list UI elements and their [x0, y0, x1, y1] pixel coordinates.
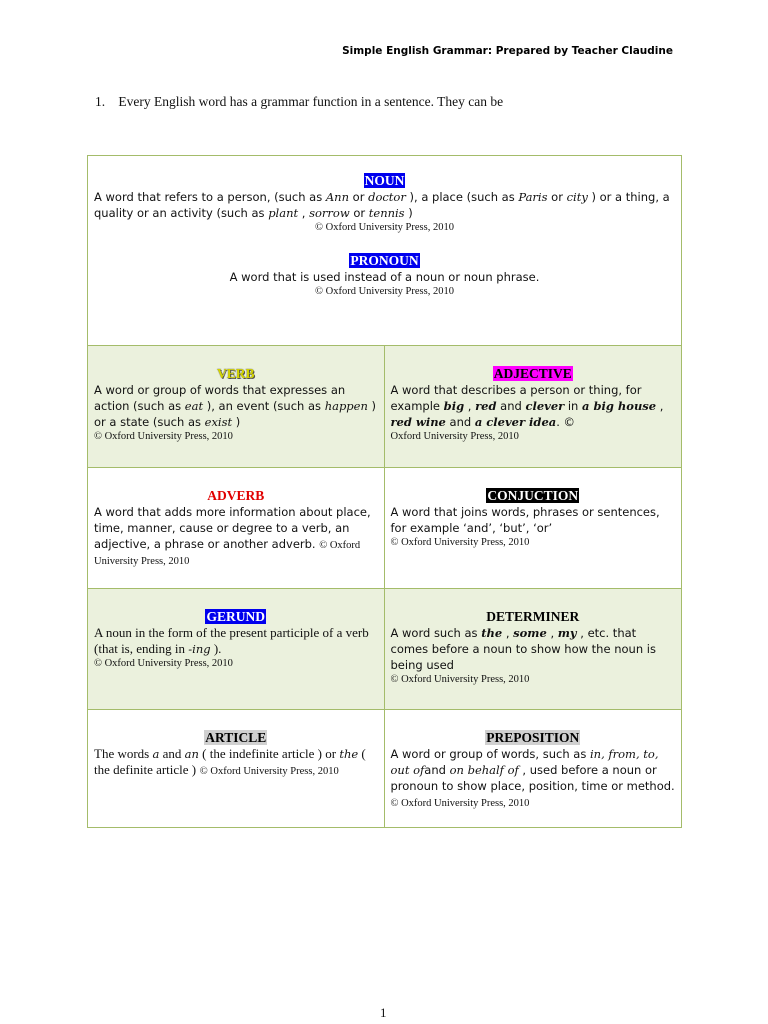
- preposition-definition: A word or group of words, such as in, from, to, out ofand on behalf of , used before a noun or pronoun to show place, position, time or method. © Oxford University Press, 2010: [390, 747, 675, 809]
- gerund-term: GERUND: [206, 609, 265, 624]
- verb-cell: [88, 346, 385, 467]
- pronoun-citation: © Oxford University Press, 2010: [315, 286, 454, 297]
- adjective-term: ADJECTIVE: [493, 366, 572, 381]
- table-row: [88, 468, 681, 589]
- gerund-definition: A noun in the form of the present participle of a verb (that is, ending in -ing ).: [94, 625, 369, 656]
- determiner-definition: A word such as the , some , my , etc. that comes before a noun to show how the noun is being used: [390, 626, 656, 672]
- noun-pronoun-cell: [88, 156, 681, 346]
- noun-term: NOUN: [364, 173, 405, 188]
- gerund-citation: © Oxford University Press, 2010: [94, 658, 233, 669]
- noun-citation: © Oxford University Press, 2010: [315, 222, 454, 233]
- determiner-cell: [385, 589, 682, 709]
- pronoun-term: PRONOUN: [350, 253, 419, 268]
- article-definition: The words a and an ( the indefinite article ) or the ( the definite article ) © Oxford University Press, 2010: [94, 746, 366, 777]
- list-number: 1.: [95, 94, 106, 109]
- gerund-cell: [88, 589, 385, 709]
- grammar-table: [87, 155, 682, 828]
- adjective-cell: [385, 346, 682, 467]
- adjective-definition: A word that describes a person or thing, for example big , red and clever in a big house , red wine and a clever idea. ©: [390, 383, 664, 429]
- page-number: 1: [380, 1005, 387, 1020]
- preposition-term: PREPOSITION: [486, 730, 580, 745]
- article-term: ARTICLE: [205, 730, 267, 745]
- adverb-cell: [88, 468, 385, 588]
- adverb-term: ADVERB: [207, 488, 265, 503]
- conjunction-definition: A word that joins words, phrases or sentences, for example ‘and’, ‘but’, ‘or’: [390, 505, 660, 535]
- noun-definition: A word that refers to a person, (such as Ann or doctor ), a place (such as Paris or city ) or a thing, a quality or an activity (such as plant , sorrow or tennis ): [94, 190, 670, 220]
- adjective-citation: Oxford University Press, 2010: [390, 431, 519, 442]
- verb-citation: © Oxford University Press, 2010: [94, 431, 233, 442]
- determiner-term: DETERMINER: [486, 609, 580, 624]
- adverb-definition: A word that adds more information about place, time, manner, cause or degree to a verb, an adjective, a phrase or another adverb. © Oxford University Press, 2010: [94, 505, 371, 567]
- preposition-cell: [385, 710, 682, 827]
- conjunction-citation: © Oxford University Press, 2010: [390, 537, 530, 548]
- page-header: Simple English Grammar: Prepared by Teacher Claudine: [342, 45, 673, 57]
- table-row: [88, 710, 681, 827]
- intro-text: Every English word has a grammar function in a sentence. They can be: [118, 94, 504, 109]
- intro-line: [95, 94, 503, 110]
- table-row: [88, 589, 681, 710]
- pronoun-definition: A word that is used instead of a noun or noun phrase.: [229, 270, 540, 284]
- table-row: [88, 346, 681, 468]
- article-cell: [88, 710, 385, 827]
- conjunction-cell: [385, 468, 682, 588]
- determiner-citation: © Oxford University Press, 2010: [390, 674, 530, 685]
- verb-term: VERB: [216, 366, 255, 381]
- conjunction-term: CONJUCTION: [487, 488, 579, 503]
- verb-definition: A word or group of words that expresses an action (such as eat ), an event (such as happen ) or a state (such as exist ): [94, 383, 377, 429]
